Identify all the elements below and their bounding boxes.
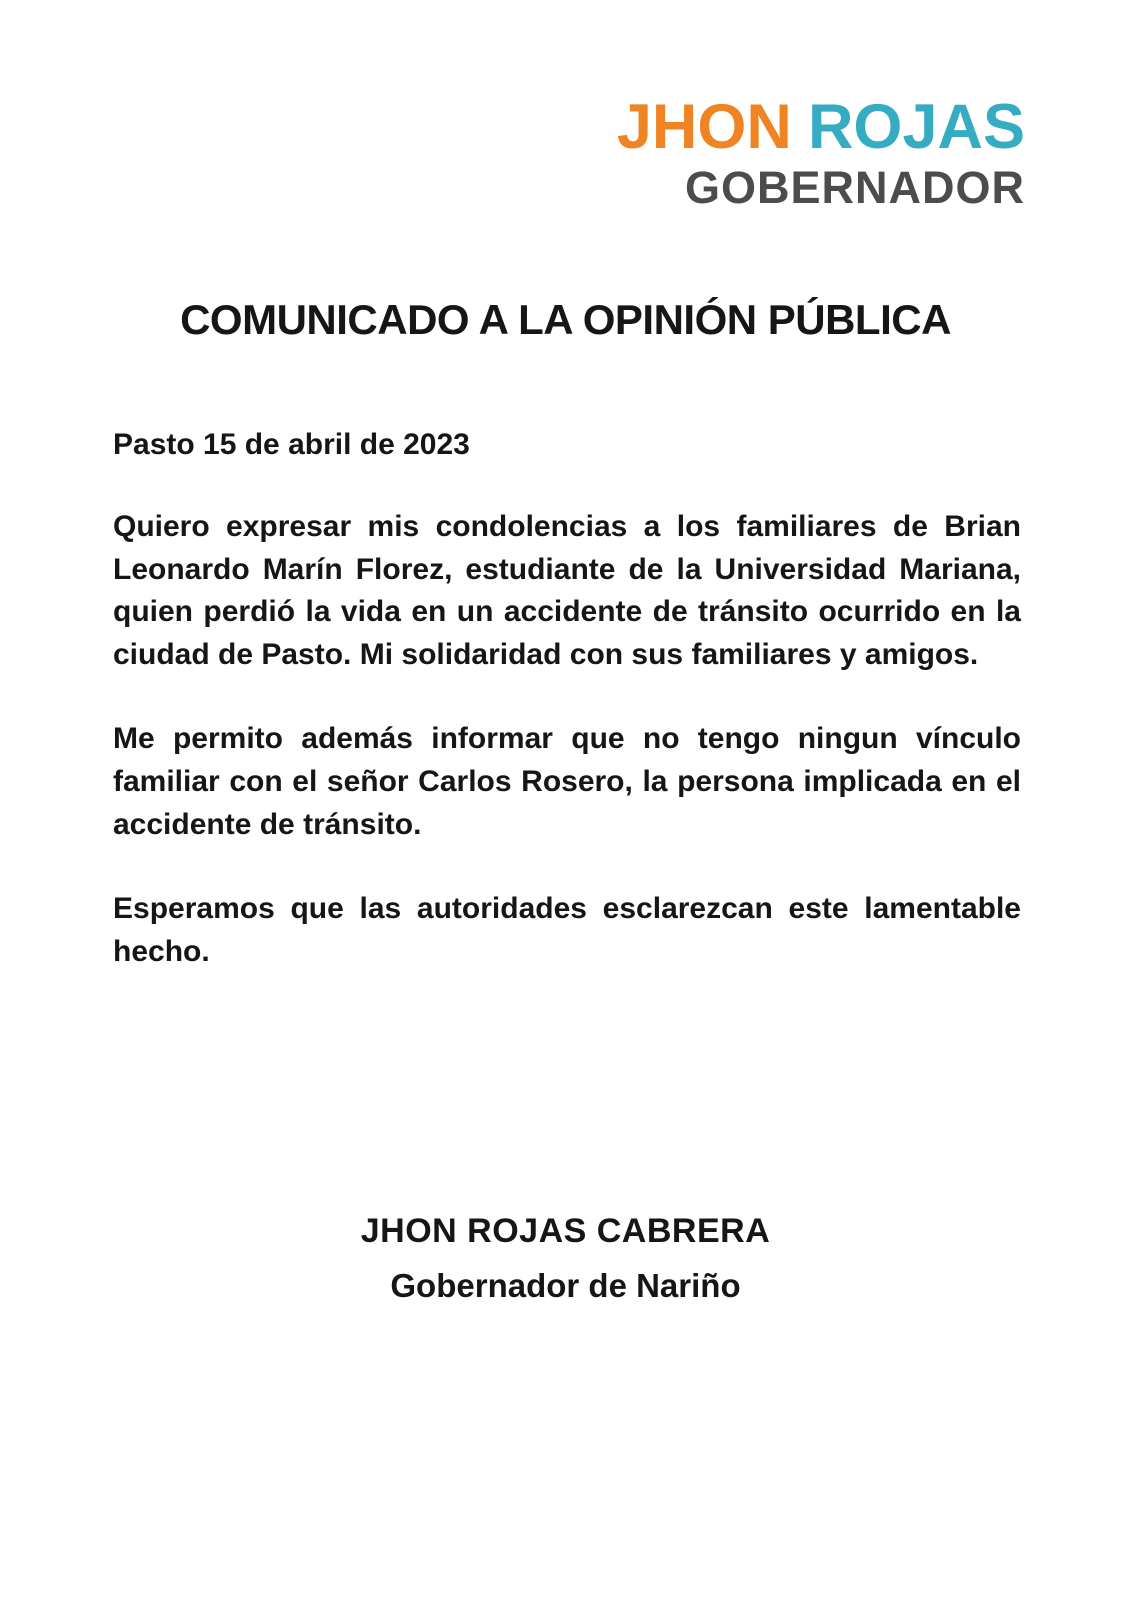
logo-first-name: JHON (616, 92, 792, 162)
signature-block (0, 1212, 1131, 1305)
logo-name-line (616, 92, 1025, 162)
paragraph-authorities: Esperamos que las autoridades esclarezcan este lamentable hecho. (113, 892, 1021, 968)
paragraph-clarification: Me permito además informar que no tengo ningun vínculo familiar con el señor Carlos Rosero, la persona implicada en el accidente de tránsito. (113, 722, 1021, 841)
page-title: COMUNICADO A LA OPINIÓN PÚBLICA (180, 296, 951, 343)
governor-logo (616, 92, 1025, 213)
document-body (113, 428, 1021, 1015)
date-line: Pasto 15 de abril de 2023 (113, 428, 470, 461)
paragraph-condolences: Quiero expresar mis condolencias a los familiares de Brian Leonardo Marín Florez, estudiante de la Universidad Mariana, quien perdió la vida en un accidente de tránsito ocurrido en la ciudad de Pasto. Mi solidaridad con sus familiares y amigos. (113, 510, 1021, 671)
signature-name: JHON ROJAS CABRERA (360, 1212, 771, 1250)
signature-role: Gobernador de Nariño (390, 1267, 741, 1304)
logo-last-name: ROJAS (807, 92, 1025, 162)
logo-subtitle: GOBERNADOR (684, 162, 1025, 213)
